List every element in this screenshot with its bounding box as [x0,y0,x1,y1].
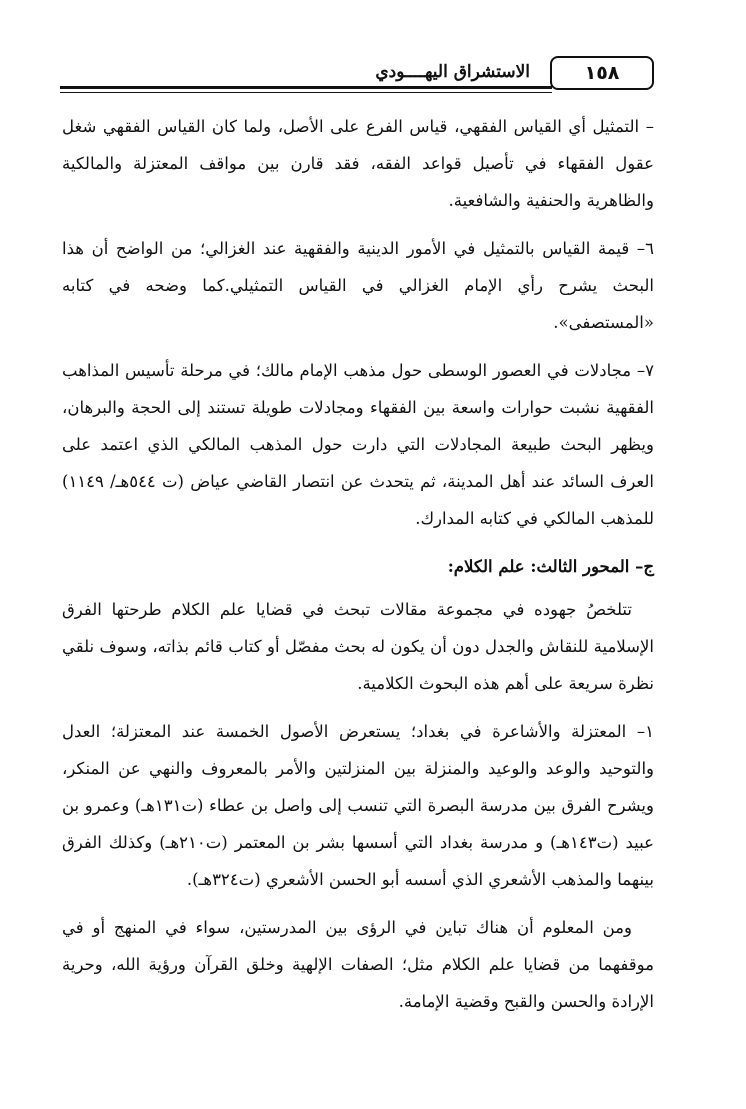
body-text [62,108,654,1031]
paragraph-conclusion: ومن المعلوم أن هناك تباين في الرؤى بين المدرستين، سواء في المنهج أو في موقفهما من قضايا علم الكلام مثل؛ الصفات الإلهية وخلق القرآن ورؤية الله، وحرية الإرادة والحسن والقبح وقضية الإمامة. [62,918,654,1011]
paragraph-intro-kalam: تتلخصُ جهوده في مجموعة مقالات تبحث في قضايا علم الكلام طرحتها الفرق الإسلامية للنقاش والجدل دون أن يكون له بحث مفصّل أو كتاب قائم بذاته، وسوف نلقي نظرة سريعة على أهم هذه البحوث الكلامية. [62,600,654,693]
running-title: الاستشراق اليهــــودي [375,62,530,82]
page-number: ١٥٨ [550,56,654,90]
paragraph-item-7: ٧– مجادلات في العصور الوسطى حول مذهب الإمام مالك؛ في مرحلة تأسيس المذاهب الفقهية نشبت حوارات واسعة بين الفقهاء ومجادلات طويلة تستند إلى الحجة والبرهان، ويظهر البحث طبيعة المجادلات التي دارت حول المذهب المالكي الذي اعتمد على العرف السائد عند أهل المدينة، ثم يتحدث عن انتصار القاضي عياض (ت ٥٤٤هـ/ ١١٤٩) للمذهب المالكي في كتابه المدارك. [62,361,654,528]
page-header [60,52,656,96]
paragraph-item-6: ٦– قيمة القياس بالتمثيل في الأمور الدينية والفقهية عند الغزالي؛ من الواضح أن هذا البحث يشرح رأي الإمام الغزالي في القياس التمثيلي.كما وضحه في كتابه «المستصفى». [62,239,654,332]
header-rule-thin [60,92,552,93]
paragraph-item-1: ١– المعتزلة والأشاعرة في بغداد؛ يستعرض الأصول الخمسة عند المعتزلة؛ العدل والتوحيد والوعد والوعيد والمنزلة بين المنزلتين والأمر بالمعروف والنهي عن المنكر، ويشرح الفرق بين مدرسة البصرة التي تنسب إلى واصل بن عطاء (ت١٣١هـ) وعمرو بن عبيد (ت١٤٣هـ) و مدرسة بغداد التي أسسها بشر بن المعتمر (ت٢١٠هـ) وكذلك الفرق بينهما والمذهب الأشعري الذي أسسه أبو الحسن الأشعري (ت٣٢٤هـ). [62,722,654,889]
section-heading: ج– المحور الثالث: علم الكلام: [447,557,654,576]
paragraph-tamthil: – التمثيل أي القياس الفقهي، قياس الفرع على الأصل، ولما كان القياس الفقهي شغل عقول الفقهاء في تأصيل قواعد الفقه، فقد قارن بين مواقف المعتزلة والمالكية والظاهرية والحنفية والشافعية. [62,117,654,210]
header-rule-thick [60,86,552,89]
